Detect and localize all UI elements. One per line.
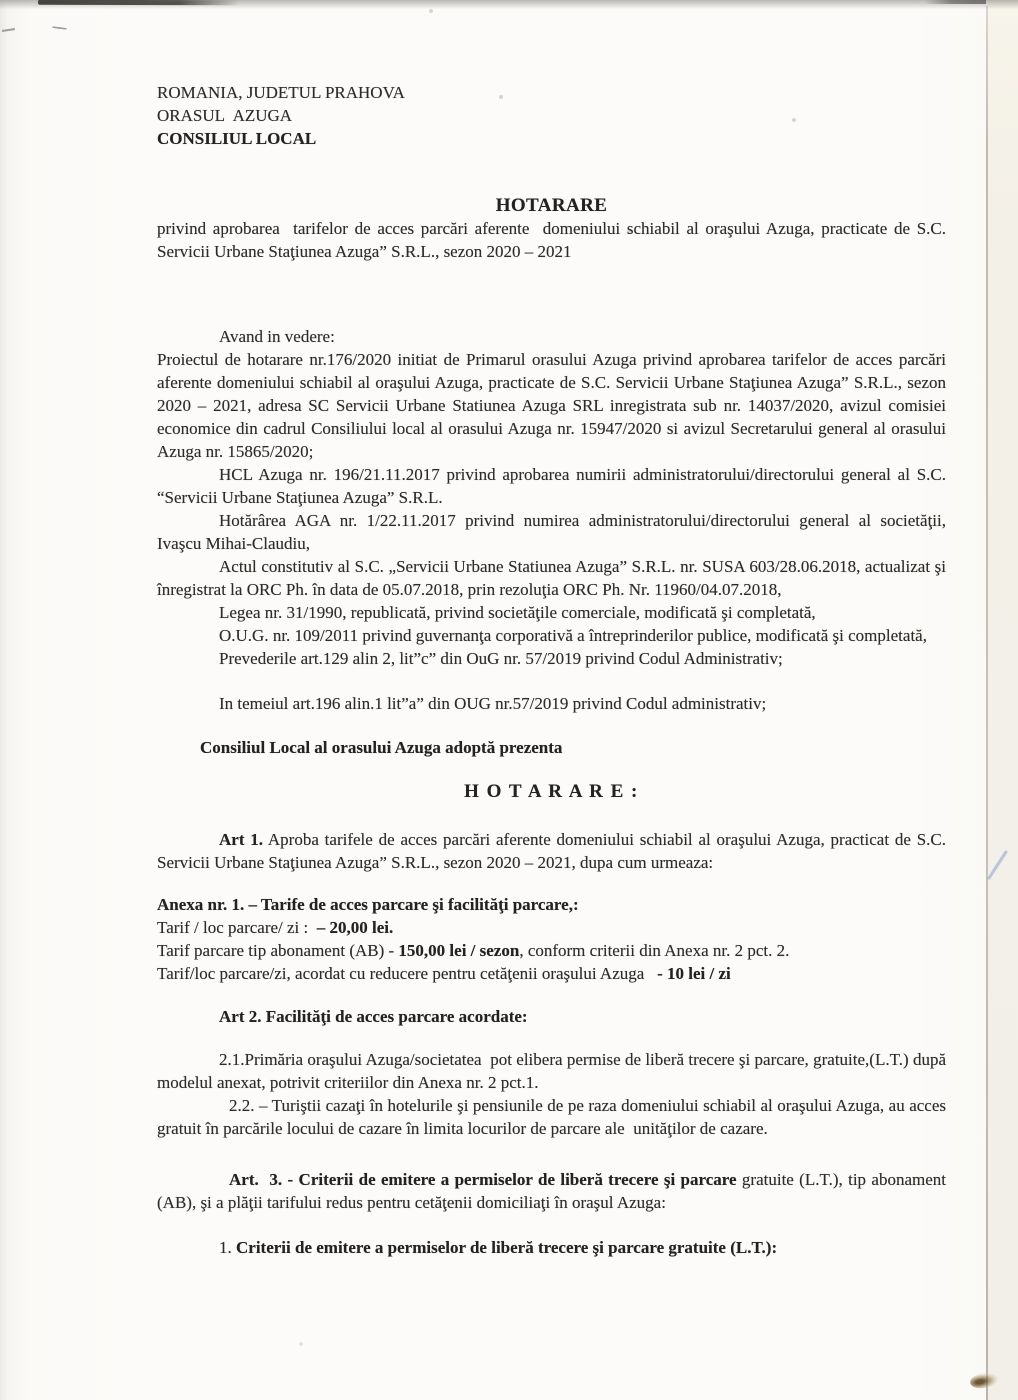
preamble-item-prevederile: Prevederile art.129 alin 2, lit”c” din OuG nr. 57/2019 privind Codul Administrativ; [219, 649, 783, 668]
decision-heading: H O T A R A R E : [464, 781, 639, 802]
document-text [157, 81, 946, 1259]
preamble-item-act-constitutiv: Actul constitutiv al S.C. „Servicii Urbane Statiunea Azuga” S.R.L. nr. SUSA 603/28.06.2018, actualizat şi înregistrat la ORC Ph. în data de 05.07.2018, prin rezoluţia ORC Ph. Nr. 11960/04.07.2018, [157, 557, 946, 599]
tarif-redus-value: - 10 lei / zi [657, 964, 731, 983]
anexa-1-heading: Anexa nr. 1. – Tarife de acces parcare şi facilităţi parcare,: [157, 895, 579, 914]
article-2-point-1: 2.1.Primăria oraşului Azuga/societatea pot elibera permise de liberă trecere şi parcare, gratuite,(L.T.) după modelul anexat, potrivit criteriilor din Anexa nr. 2 pct.1. [157, 1050, 946, 1092]
preamble-item-legea-31: Legea nr. 31/1990, republicată, privind societăţile comerciale, modificată şi completată, [219, 603, 816, 622]
criteria-1-heading [157, 1236, 946, 1259]
article-1-text: Aproba tarifele de acces parcări aferente domeniului schiabil al oraşului Azuga, practicat de S.C. Servicii Urbane Staţiunea Azuga” S.R.L., sezon 2020 – 2021, dupa cum urmeaza: [157, 830, 946, 872]
preamble-item-aga: Hotărârea AGA nr. 1/22.11.2017 privind numirea administratorului/directorului general al societăţii, Ivaşcu Mihai-Claudiu, [157, 511, 946, 553]
tarif-abonament-prefix: Tarif parcare tip abonament (AB) - [157, 941, 399, 960]
document-title: HOTARARE [495, 195, 608, 216]
header-block [157, 81, 946, 150]
header-institution: CONSILIUL LOCAL [157, 129, 317, 148]
tarif-abonament-suffix: , conform criterii din Anexa nr. 2 pct. 2. [519, 941, 790, 960]
article-2-heading: Art 2. Facilităţi de acces parcare acordate: [219, 1007, 528, 1026]
tarif-per-day-value: – 20,00 lei. [316, 918, 394, 937]
preamble-item-temei: In temeiul art.196 alin.1 lit”a” din OUG nr.57/2019 privind Codul administrativ; [219, 694, 767, 713]
scan-noise-specks [0, 0, 2, 2]
article-1 [157, 828, 946, 874]
article-1-label: Art 1. [219, 830, 264, 849]
header-country: ROMANIA, JUDETUL PRAHOVA [157, 83, 405, 102]
preamble-intro: Avand in vedere: [219, 327, 335, 346]
document-subtitle: privind aprobarea tarifelor de acces parcări aferente domeniului schiabil al oraşului Azuga, practicate de S.C. Servicii Urbane Staţiunea Azuga” S.R.L., sezon 2020 – 2021 [157, 219, 946, 261]
scan-top-edge-mark-right [924, 0, 986, 4]
scan-top-edge-mark [38, 0, 240, 5]
article-3-text: gratuite (L.T.), tip abonament (AB), şi a plăţii tarifului redus pentru cetăţenii domiciliaţi în oraşul Azuga: [157, 1170, 946, 1212]
article-3 [157, 1168, 946, 1214]
enactment-line: Consiliul Local al orasului Azuga adoptă prezenta [200, 738, 563, 757]
tarif-abonament-line [157, 939, 946, 962]
article-3-label: Art. 3. - Criterii de emitere a permiselor de liberă trecere şi parcare [229, 1170, 737, 1189]
criteria-1-text: Criterii de emitere a permiselor de liberă trecere şi parcare gratuite (L.T.): [236, 1238, 778, 1257]
tarif-redus-line [157, 962, 946, 985]
preamble-item-hcl: HCL Azuga nr. 196/21.11.2017 privind aprobarea numirii administratorului/directorului general al S.C. “Servicii Urbane Staţiunea Azuga” S.R.L. [157, 465, 946, 507]
tarif-per-day-label: Tarif / loc parcare/ zi : [157, 918, 317, 937]
article-2-point-2: 2.2. – Turiştii cazaţi în hotelurile şi pensiunile de pe raza domeniului schiabil al oraşului Azuga, au acces gratuit în parcările locului de cazare în limita locurilor de parcare ale unităţilor de cazare. [157, 1096, 946, 1138]
header-city: ORASUL AZUGA [157, 106, 293, 125]
tarif-per-day-line [157, 916, 946, 939]
page-right-margin-strip [988, 0, 1018, 1400]
tarif-abonament-value: 150,00 lei / sezon [398, 941, 520, 960]
page-edge-line [986, 6, 988, 1400]
preamble-item-project: Proiectul de hotarare nr.176/2020 initiat de Primarul orasului Azuga privind aprobarea tarifelor de acces parcări aferente domeniului schiabil al oraşului Azuga, practicate de S.C. Servicii Urbane Staţiunea Azuga” S.R.L., sezon 2020 – 2021, adresa SC Servicii Urbane Statiunea Azuga SRL inregistrata sub nr. 14037/2020, avizul comisiei economice din cadrul Consiliului local al orasului Azuga nr. 15947/2020 si avizul Secretarului general al orasului Azuga nr. 15865/2020; [157, 350, 946, 461]
preamble-item-oug-109: O.U.G. nr. 109/2011 privind guvernanţa corporativă a întreprinderilor publice, modificată şi completată, [219, 626, 927, 645]
criteria-1-number: 1. [219, 1238, 236, 1257]
tarif-redus-prefix: Tarif/loc parcare/zi, acordat cu reducere pentru cetăţenii oraşului Azuga [157, 964, 658, 983]
